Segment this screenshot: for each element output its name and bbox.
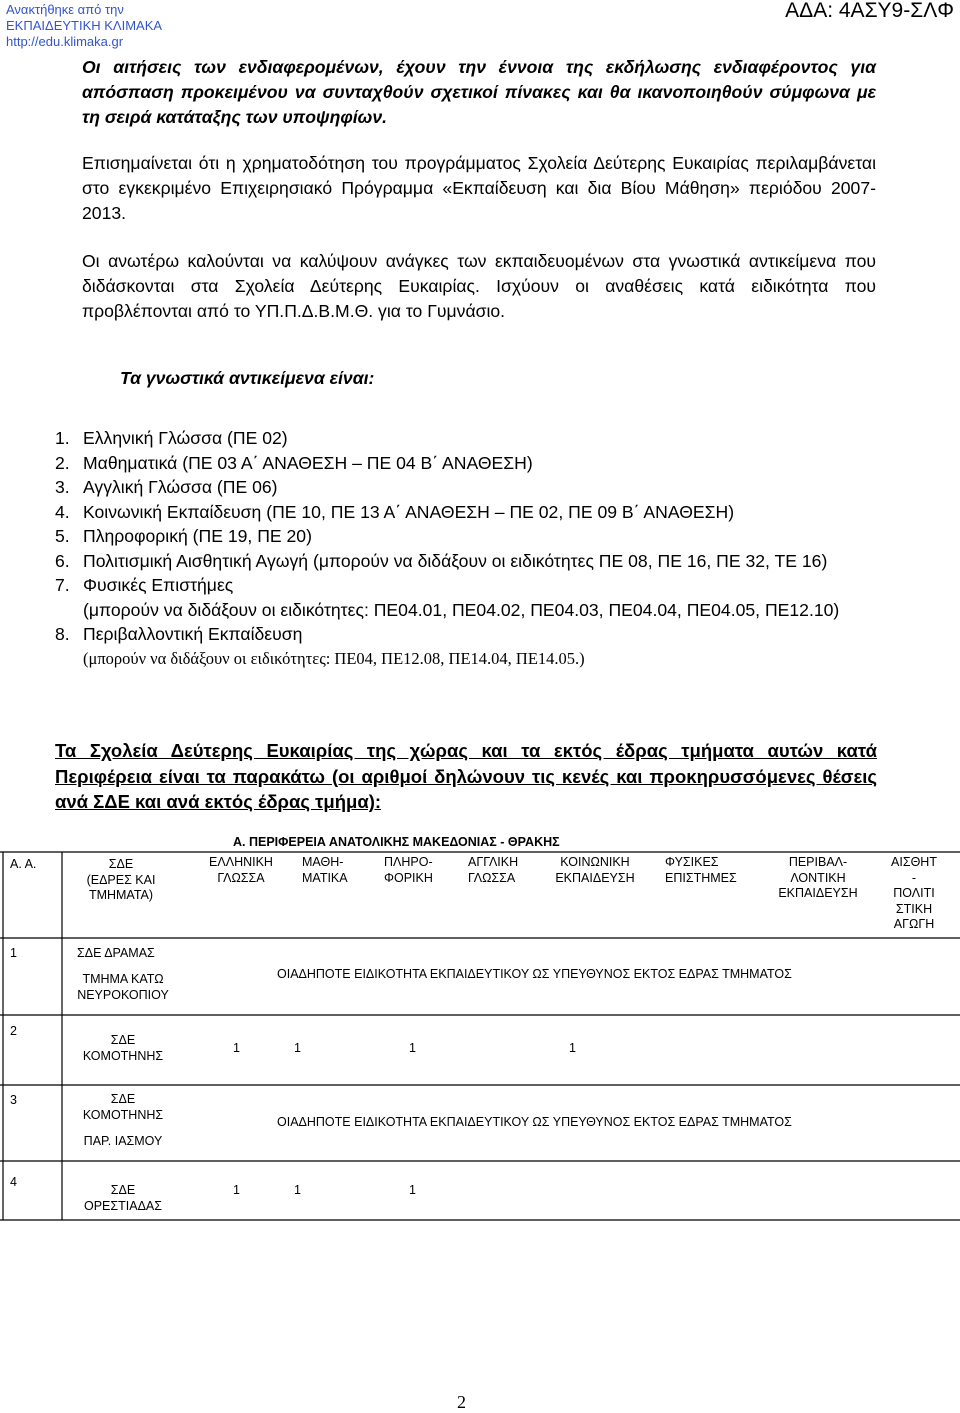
paragraph-funding: Επισημαίνεται ότι η χρηματοδότηση του προγράμματος Σχολεία Δεύτερης Ευκαιρίας περιλαμβάνεται στο εγκεκριμένο Επιχειρησιακό Πρόγραμμα «Εκπαίδευση και δια Βίου Μάθηση» περιόδου 2007-2013. (82, 153, 876, 223)
list-item: 5. Πληροφορική (ΠΕ 19, ΠΕ 20) (55, 526, 312, 546)
cell-math: 1 (294, 1041, 301, 1055)
row-branch: ΤΜΗΜΑ ΚΑΤΩ ΝΕΥΡΟΚΟΠΙΟΥ (77, 972, 169, 1002)
row-aa: 3 (10, 1093, 17, 1107)
list-item: 4. Κοινωνική Εκπαίδευση (ΠΕ 10, ΠΕ 13 Α΄ ΑΝΑΘΕΣΗ – ΠΕ 02, ΠΕ 09 Β΄ ΑΝΑΘΕΣΗ) (55, 501, 735, 522)
subject-note: (μπορούν να διδάξουν οι ειδικότητες: ΠΕ04.01, ΠΕ04.02, ΠΕ04.03, ΠΕ04.04, ΠΕ04.05, ΠΕ12.10) (83, 599, 840, 620)
cell-greek: 1 (233, 1041, 240, 1055)
col-header-math: ΜΑΘΗ- ΜΑΤΙΚΑ (302, 855, 348, 885)
list-item: 2. Μαθηματικά (ΠΕ 03 Α΄ ΑΝΑΘΕΣΗ – ΠΕ 04 Β΄ ΑΝΑΘΕΣΗ) (55, 452, 533, 473)
list-item: 6. Πολιτισμική Αισθητική Αγωγή (μπορούν να διδάξουν οι ειδικότητες ΠΕ 08, ΠΕ 16, ΠΕ 32, ΤΕ 16) (55, 550, 828, 571)
ada-code: ΑΔΑ: 4ΑΣΥ9-ΣΛΦ (785, 0, 954, 22)
col-header-physics: ΦΥΣΙΚΕΣ ΕΠΙΣΤΗΜΕΣ (665, 855, 737, 885)
paragraph-applications: Οι αιτήσεις των ενδιαφερομένων, έχουν την έννοια της εκδήλωσης ενδιαφέροντος για απόσπαση προκειμένου να συνταχθούν σχετικοί πίνακες και θα ικανοποιηθούν σύμφωνα με τη σειρά κατάταξης των υποψηφίων. (82, 57, 876, 127)
row-branch: ΠΑΡ. ΙΑΣΜΟΥ (83, 1134, 163, 1148)
cell-greek: 1 (233, 1183, 240, 1197)
col-header-arts: ΑΙΣΘΗΤ - ΠΟΛΙΤΙ ΣΤΙΚΗ ΑΓΩΓΗ (891, 855, 937, 931)
row-aa: 1 (10, 946, 17, 960)
paragraph-assignments: Οι ανωτέρω καλούνται να καλύψουν ανάγκες των εκπαιδευομένων στα γνωστικά αντικείμενα που διδάσκονται στα Σχολεία Δεύτερης Ευκαιρίας. Ισχύουν οι αναθέσεις κατά ειδικότητα που προβλέπονται από το ΥΠ.Π.Δ.Β.Μ.Θ. για το Γυμνάσιο. (82, 251, 876, 321)
row-aa: 2 (10, 1024, 17, 1038)
col-header-social: ΚΟΙΝΩΝΙΚΗ ΕΚΠΑΙΔΕΥΣΗ (555, 855, 635, 885)
cell-info: 1 (409, 1041, 416, 1055)
page-number: 2 (457, 1392, 466, 1412)
schools-heading: Τα Σχολεία Δεύτερης Ευκαιρίας της χώρας και τα εκτός έδρας τμήματα αυτών κατά Περιφέρεια είναι τα παρακάτω (οι αριθμοί δηλώνουν τις κενές και προκηρυσσόμενες θέσεις ανά ΣΔΕ και ανά εκτός έδρας τμήμα): (55, 740, 877, 812)
row-school-name: ΣΔΕ ΚΟΜΟΤΗΝΗΣ (82, 1033, 164, 1063)
list-item: 8. Περιβαλλοντική Εκπαίδευση (μπορούν να διδάξουν οι ειδικότητες: ΠΕ04, ΠΕ12.08, ΠΕ14.04, ΠΕ14.05.) (55, 622, 885, 671)
list-item: 3. Αγγλική Γλώσσα (ΠΕ 06) (55, 477, 278, 497)
subjects-heading: Τα γνωστικά αντικείμενα είναι: (120, 368, 375, 388)
row-note: ΟΙΑΔΗΠΟΤΕ ΕΙΔΙΚΟΤΗΤΑ ΕΚΠΑΙΔΕΥΤΙΚΟΥ ΩΣ ΥΠΕΥΘΥΝΟΣ ΕΚΤΟΣ ΕΔΡΑΣ ΤΜΗΜΑΤΟΣ (277, 1115, 792, 1129)
row-aa: 4 (10, 1175, 17, 1189)
row-note: ΟΙΑΔΗΠΟΤΕ ΕΙΔΙΚΟΤΗΤΑ ΕΚΠΑΙΔΕΥΤΙΚΟΥ ΩΣ ΥΠΕΥΘΥΝΟΣ ΕΚΤΟΣ ΕΔΡΑΣ ΤΜΗΜΑΤΟΣ (277, 967, 792, 981)
cell-math: 1 (294, 1183, 301, 1197)
col-header-sde: ΣΔΕ (ΕΔΡΕΣ ΚΑΙ ΤΜΗΜΑΤΑ) (86, 857, 156, 902)
col-header-greek: ΕΛΛΗΝΙΚΗ ΓΛΩΣΣΑ (209, 855, 273, 885)
row-school-name: ΣΔΕ ΔΡΑΜΑΣ (77, 946, 155, 960)
list-item: 7. Φυσικές Επιστήμες (μπορούν να διδάξουν οι ειδικότητες: ΠΕ04.01, ΠΕ04.02, ΠΕ04.03, ΠΕ04.04, ΠΕ04.05, ΠΕ12.10) (55, 573, 885, 622)
col-header-info: ΠΛΗΡΟ- ΦΟΡΙΚΗ (384, 855, 433, 885)
stamp-line-2: ΕΚΠΑΙΔΕΥΤΙΚΗ ΚΛΙΜΑΚΑ (6, 18, 163, 33)
col-header-environment: ΠΕΡΙΒΑΛ- ΛΟΝΤΙΚΗ ΕΚΠΑΙΔΕΥΣΗ (778, 855, 858, 900)
col-header-english: ΑΓΓΛΙΚΗ ΓΛΩΣΣΑ (468, 855, 519, 885)
region-title: Α. ΠΕΡΙΦΕΡΕΙΑ ΑΝΑΤΟΛΙΚΗΣ ΜΑΚΕΔΟΝΙΑΣ - ΘΡΑΚΗΣ (233, 835, 560, 849)
row-school-name: ΣΔΕ ΟΡΕΣΤΙΑΔΑΣ (84, 1183, 162, 1213)
cell-info: 1 (409, 1183, 416, 1197)
list-item: 1. Ελληνική Γλώσσα (ΠΕ 02) (55, 428, 288, 448)
subject-note: (μπορούν να διδάξουν οι ειδικότητες: ΠΕ04, ΠΕ12.08, ΠΕ14.04, ΠΕ14.05.) (83, 648, 585, 668)
cell-social: 1 (569, 1041, 576, 1055)
stamp-line-1: Ανακτήθηκε από την (6, 2, 124, 17)
stamp-link[interactable]: http://edu.klimaka.gr (6, 34, 124, 49)
col-header-aa: Α. Α. (10, 857, 37, 871)
row-school-name: ΣΔΕ ΚΟΜΟΤΗΝΗΣ (82, 1092, 164, 1122)
